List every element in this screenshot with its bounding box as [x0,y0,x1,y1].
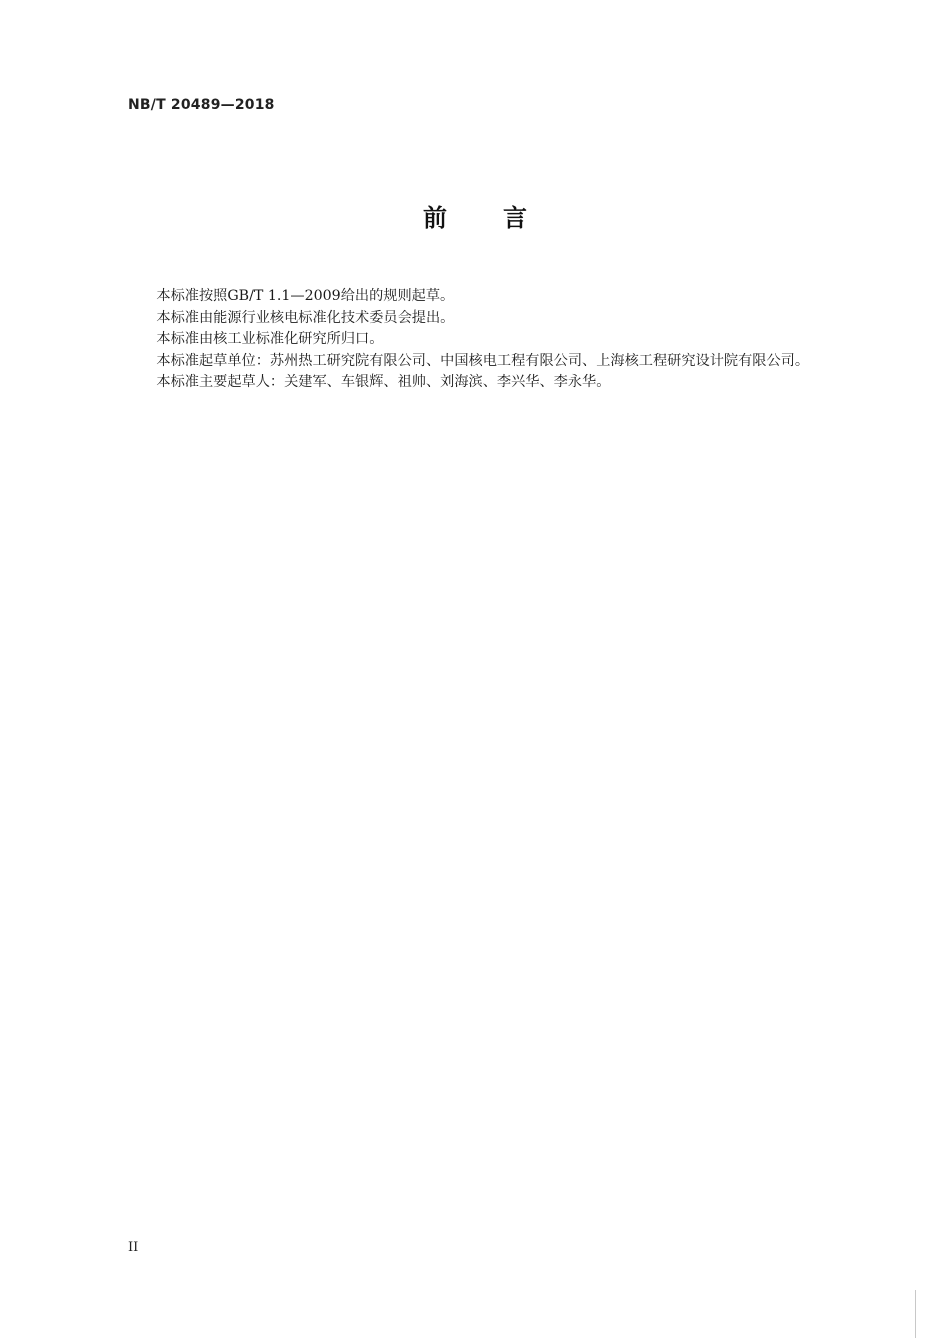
paragraph-proposer: 本标准由能源行业核电标准化技术委员会提出。 [156,309,455,326]
paragraph-centralized-unit: 本标准由核工业标准化研究所归口。 [156,331,384,347]
paragraph-drafting-rules: 本标准按照GB/T 1.1—2009给出的规则起草。 [156,288,455,304]
standard-code: NB/T 20489—2018 [128,97,275,113]
paragraph-drafting-units: 本标准起草单位：苏州热工研究院有限公司、中国核电工程有限公司、上海核工程研究设计院有限公司。 [156,352,810,369]
page-title: 前言 [423,204,583,232]
paragraph-drafters: 本标准主要起草人：关建军、车银辉、祖帅、刘海滨、李兴华、李永华。 [156,374,611,390]
page-number: II [128,1240,139,1255]
foreword-body [128,286,880,394]
scan-edge-line [915,1290,916,1338]
